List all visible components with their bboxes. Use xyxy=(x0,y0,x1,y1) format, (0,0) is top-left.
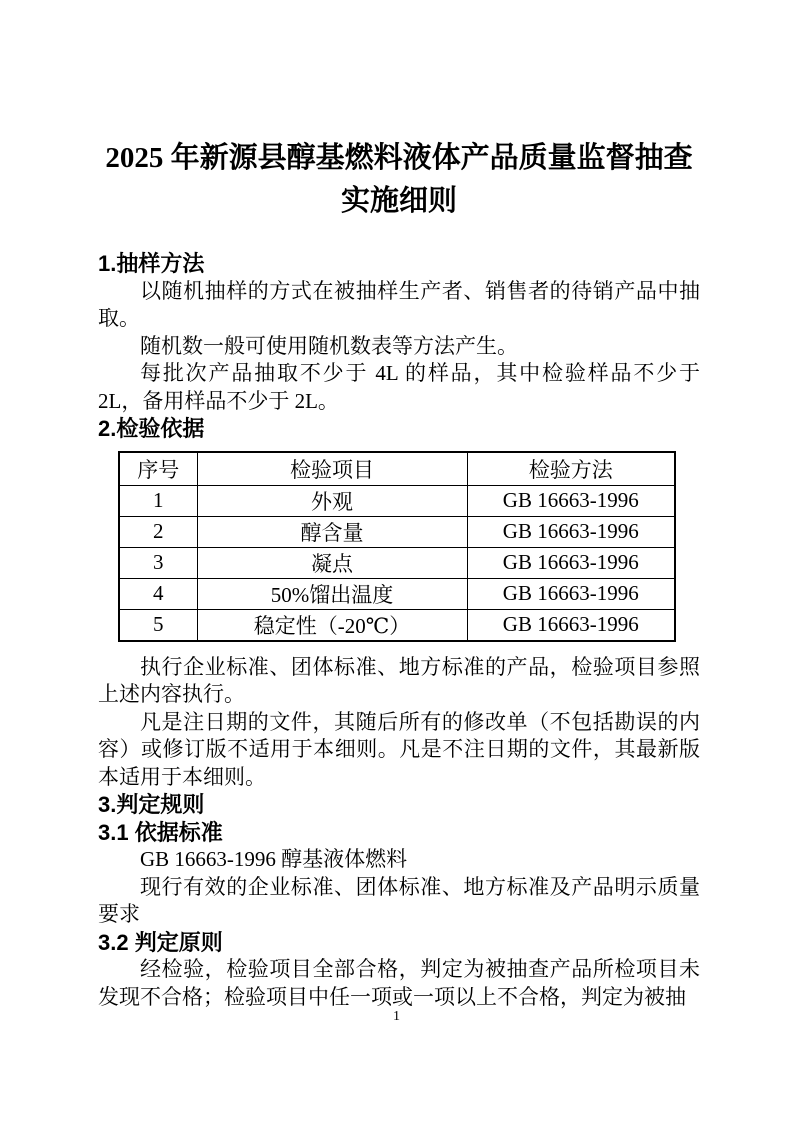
table-cell: GB 16663-1996 xyxy=(467,578,675,609)
table-row xyxy=(119,516,675,547)
table-cell: GB 16663-1996 xyxy=(467,516,675,547)
doc-title xyxy=(98,137,700,223)
paragraph: 执行企业标准、团体标准、地方标准的产品，检验项目参照上述内容执行。 xyxy=(98,654,700,706)
paragraph: 经检验，检验项目全部合格，判定为被抽查产品所检项目未发现不合格；检验项目中任一项或一项以上不合格，判定为被抽 xyxy=(98,957,700,1009)
table-row xyxy=(119,547,675,578)
page-number: 1 xyxy=(393,1009,400,1024)
table-cell: 4 xyxy=(119,578,197,609)
table-row xyxy=(119,485,675,516)
table-header-row xyxy=(119,452,675,486)
table-cell: 5 xyxy=(119,609,197,641)
table-cell: 凝点 xyxy=(197,547,467,578)
table-row xyxy=(119,578,675,609)
table-cell: 外观 xyxy=(197,485,467,516)
paragraph: GB 16663-1996 醇基液体燃料 xyxy=(140,847,408,871)
paragraph: 随机数一般可使用随机数表等方法产生。 xyxy=(140,333,518,358)
table-cell: 稳定性（-20℃） xyxy=(197,609,467,641)
table-header-cell-method: 检验方法 xyxy=(467,452,675,486)
table-cell: 3 xyxy=(119,547,197,578)
section-heading-inspection-basis: 2.检验依据 xyxy=(98,416,205,441)
paragraph: 凡是注日期的文件，其随后所有的修改单（不包括勘误的内容）或修订版不适用于本细则。凡是不注日期的文件，其最新版本适用于本细则。 xyxy=(98,709,700,789)
doc-title-line-1: 2025 年新源县醇基燃料液体产品质量监督抽查 xyxy=(105,142,693,174)
table-header-cell-no: 序号 xyxy=(119,452,197,486)
document-content xyxy=(98,137,700,1011)
table-cell: GB 16663-1996 xyxy=(467,609,675,641)
table-cell: 醇含量 xyxy=(197,516,467,547)
table-header-cell-item: 检验项目 xyxy=(197,452,467,486)
paragraph: 每批次产品抽取不少于 4L 的样品，其中检验样品不少于 2L，备用样品不少于 2L。 xyxy=(98,361,700,413)
table-cell: GB 16663-1996 xyxy=(467,485,675,516)
table-cell: GB 16663-1996 xyxy=(467,547,675,578)
subsection-heading-determination-principle: 3.2 判定原则 xyxy=(98,929,223,955)
table-cell: 50%馏出温度 xyxy=(197,578,467,609)
table-cell: 2 xyxy=(119,516,197,547)
inspection-items-table xyxy=(118,451,676,642)
paragraph: 现行有效的企业标准、团体标准、地方标准及产品明示质量要求 xyxy=(98,874,700,926)
section-heading-determination-rules: 3.判定规则 xyxy=(98,792,205,817)
section-heading-sampling-method: 1.抽样方法 xyxy=(98,251,205,276)
table-cell: 1 xyxy=(119,485,197,516)
table-row xyxy=(119,609,675,641)
subsection-heading-basis-standard: 3.1 依据标准 xyxy=(98,819,223,845)
doc-title-line-2: 实施细则 xyxy=(340,185,457,217)
paragraph: 以随机抽样的方式在被抽样生产者、销售者的待销产品中抽取。 xyxy=(98,278,700,330)
